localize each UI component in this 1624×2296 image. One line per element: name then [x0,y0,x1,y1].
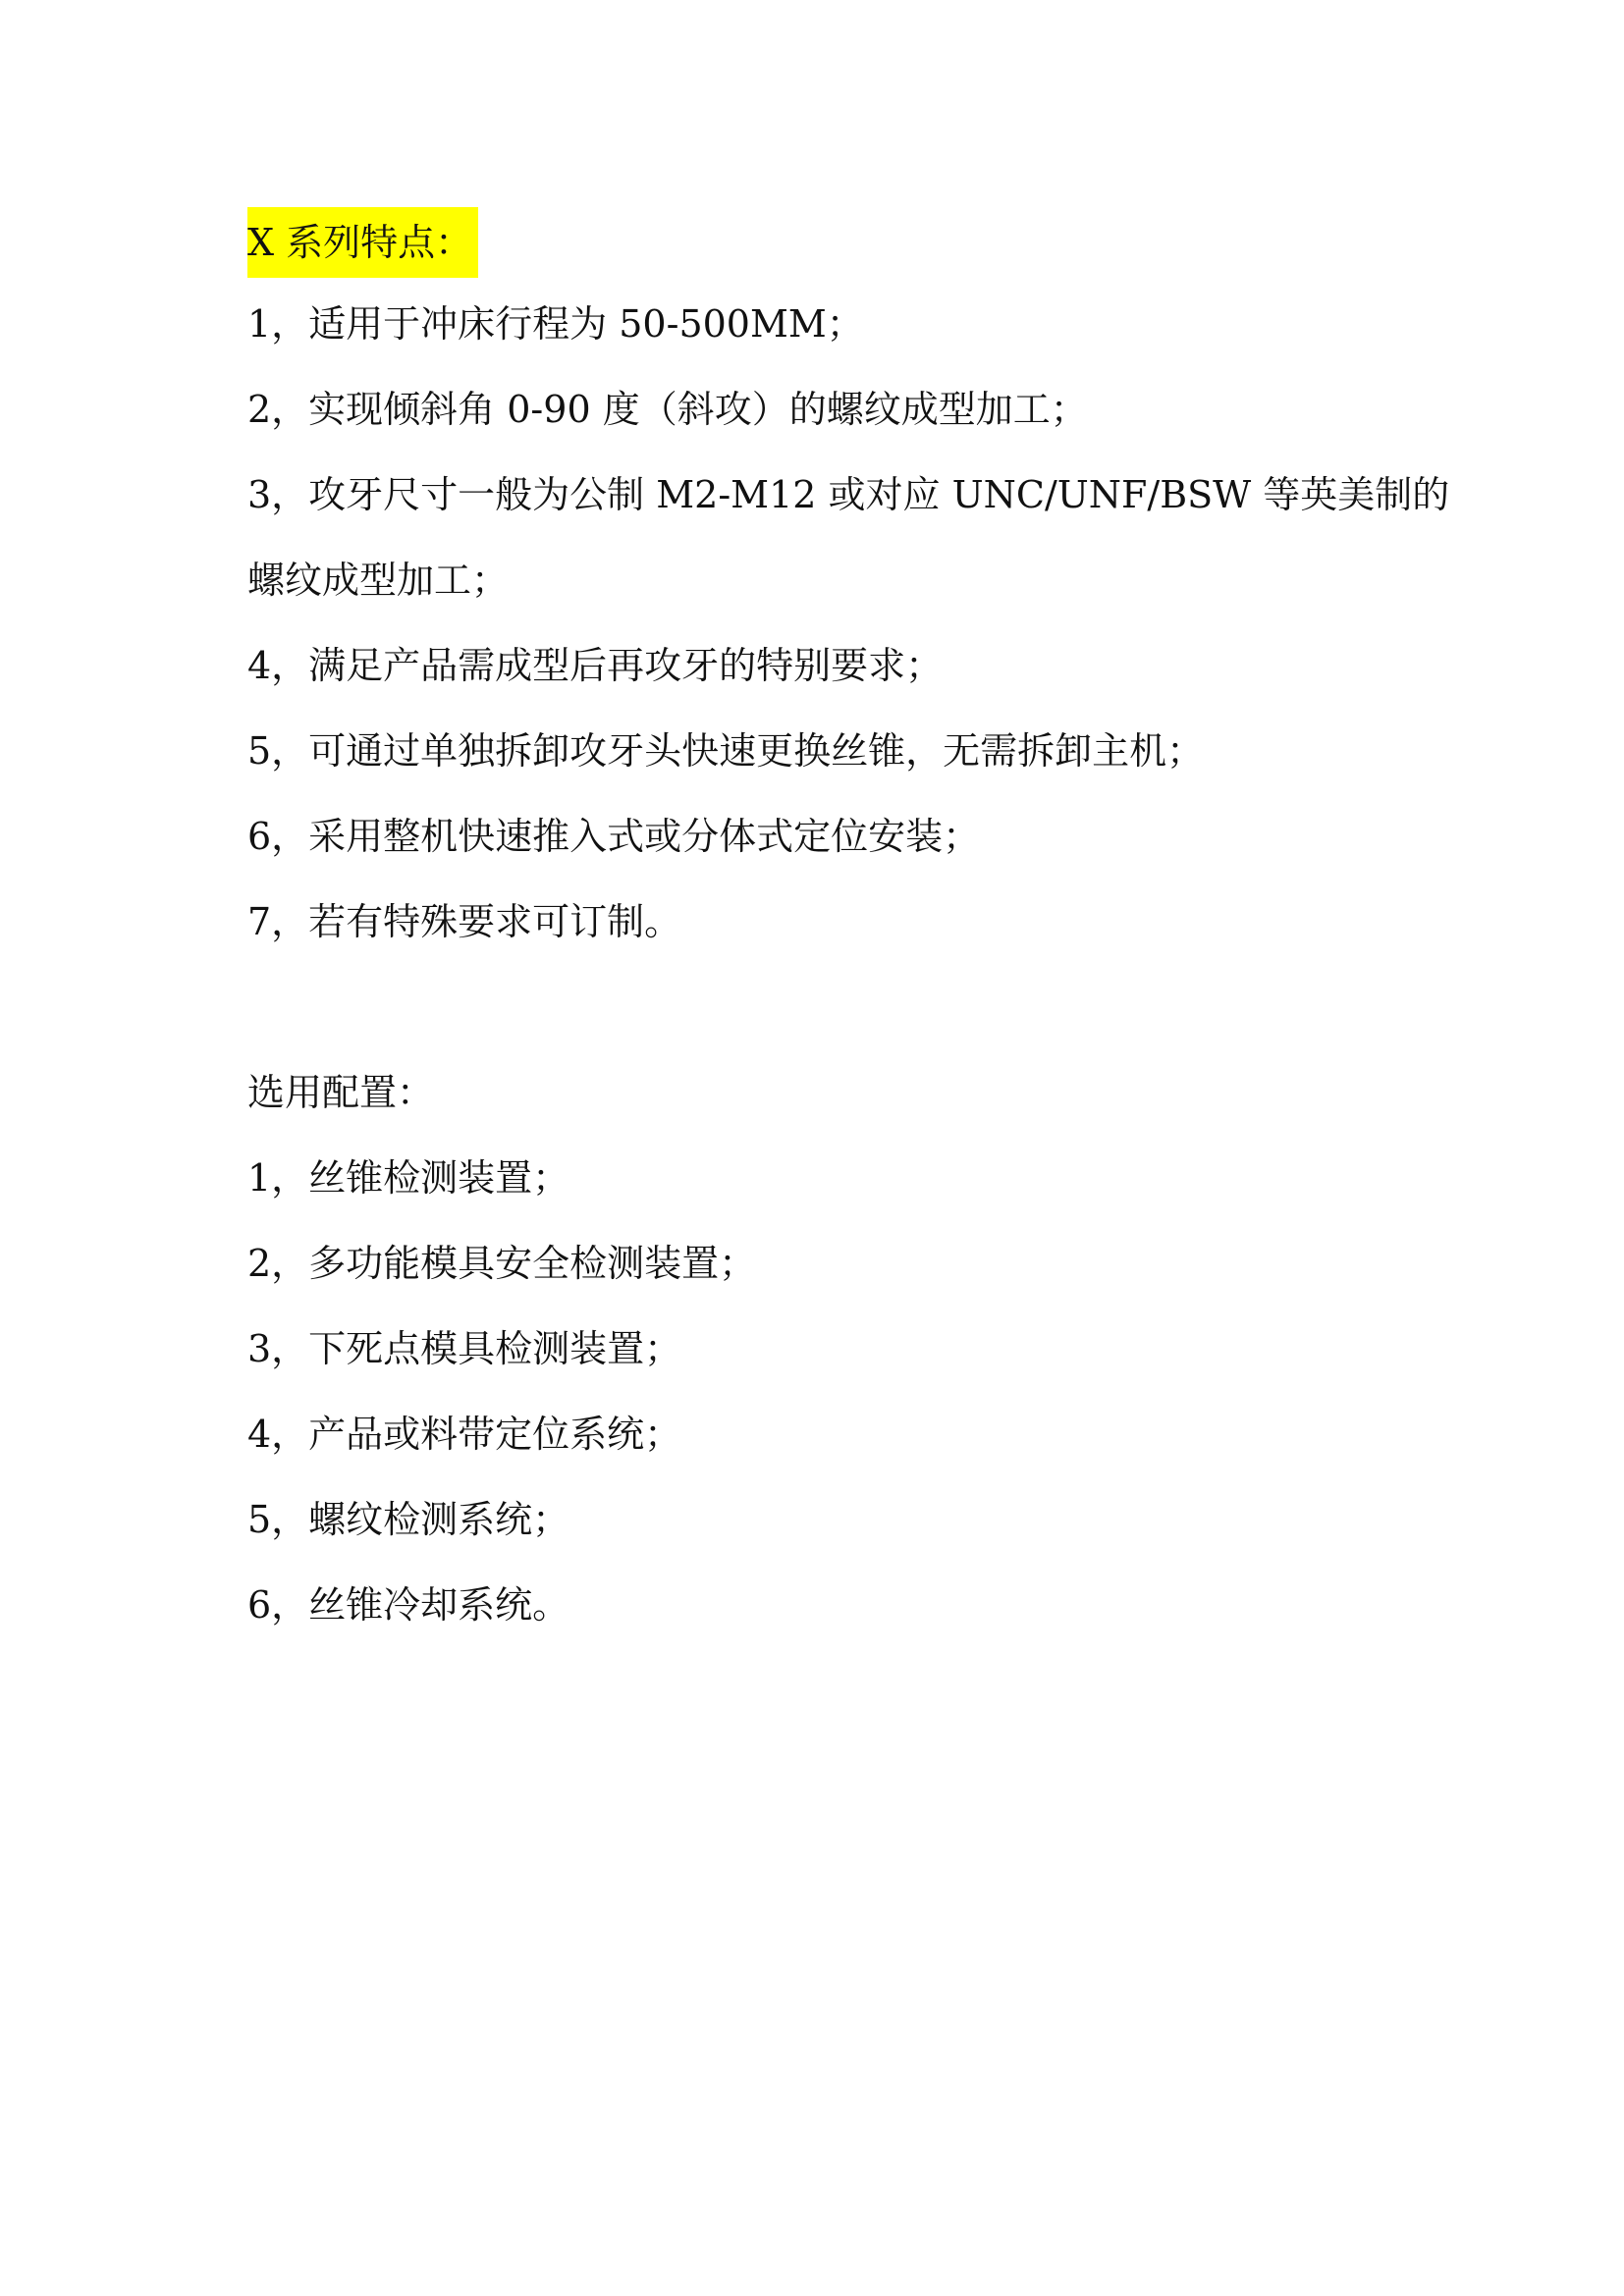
feature-item-3: 3，攻牙尺寸一般为公制 M2-M12 或对应 UNC/UNF/BSW 等英美制的 [247,473,1450,516]
document-body [247,196,1465,1648]
features-heading-line [247,196,1465,282]
option-item-5: 5，螺纹检测系统； [247,1498,570,1541]
feature-item-5: 5，可通过单独拆卸攻牙头快速更换丝锥，无需拆卸主机； [247,729,1205,773]
feature-item-1: 1，适用于冲床行程为 50-500MM； [247,302,864,346]
feature-item-4: 4，满足产品需成型后再攻牙的特别要求； [247,644,944,687]
options-heading: 选用配置： [247,1071,435,1114]
option-item-3: 3，下死点模具检测装置； [247,1327,682,1370]
option-item-4: 4，产品或料带定位系统； [247,1413,682,1456]
feature-item-7: 7，若有特殊要求可订制。 [247,900,682,943]
option-item-1: 1，丝锥检测装置； [247,1156,570,1200]
option-item-6: 6，丝锥冷却系统。 [247,1583,570,1627]
feature-item-3-continued: 螺纹成型加工； [247,559,510,602]
option-item-2: 2，多功能模具安全检测装置； [247,1242,757,1285]
section-spacer [247,965,1465,1050]
feature-item-2: 2，实现倾斜角 0-90 度（斜攻）的螺纹成型加工； [247,388,1088,431]
features-heading: X 系列特点： [247,207,478,278]
feature-item-6: 6，采用整机快速推入式或分体式定位安装； [247,815,981,858]
